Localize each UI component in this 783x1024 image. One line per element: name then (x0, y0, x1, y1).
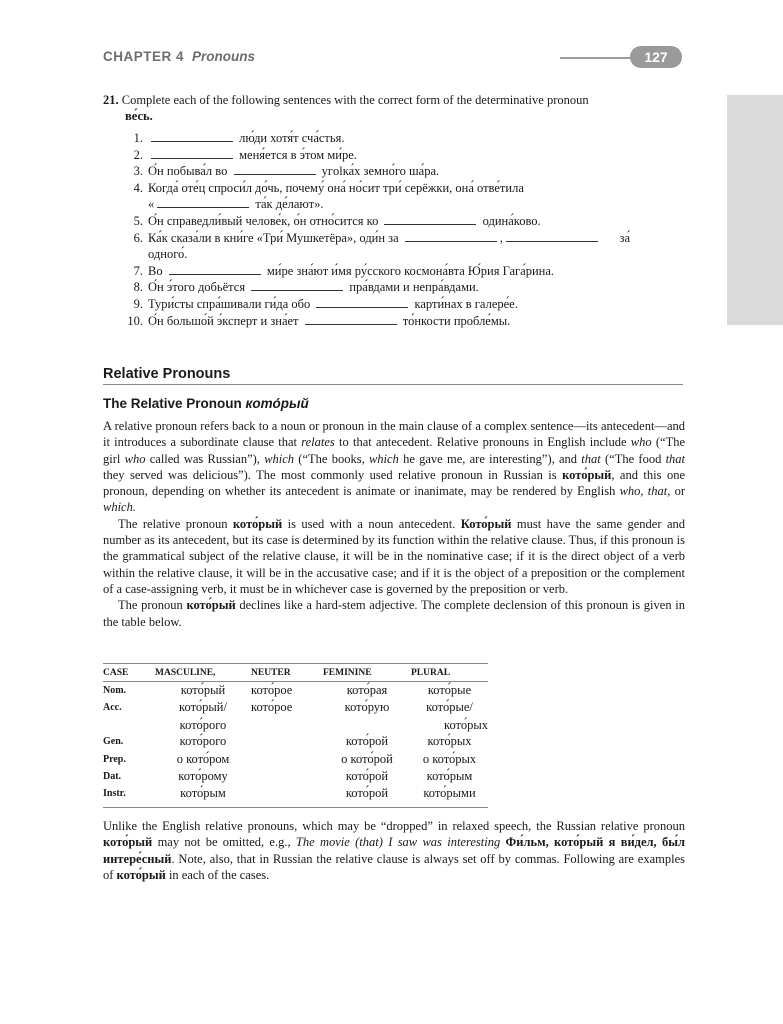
fill-blank[interactable] (316, 297, 408, 308)
body-text (103, 418, 685, 630)
instruction-text: Complete each of the following sentences with the correct form of the determinative pronoun (121, 93, 589, 107)
exercise-item: 7. Во ми́ре зна́ют и́мя ру́сского космона́вта Ю́рия Гага́рина. (133, 263, 555, 278)
running-head (103, 49, 255, 64)
paragraph-3: The pronoun кото́рый declines like a hard-stem adjective. The complete declension of this pronoun is given in the table below. (103, 598, 685, 629)
fill-blank[interactable] (506, 231, 598, 242)
page-number-badge: 127 (630, 46, 682, 68)
table-header: FEMININE (323, 664, 411, 682)
fill-blank[interactable] (151, 148, 233, 159)
table-header-row (103, 664, 488, 682)
table-header: CASE (103, 664, 155, 682)
exercise-item: 6. Ка́к сказа́ли в кни́ге «Три́ Мушкетёра», оди́н за , за́ (133, 230, 630, 245)
fill-blank[interactable] (305, 314, 397, 325)
fill-blank[interactable] (234, 164, 316, 175)
exercise-item: 4. Когда́ оте́ц спроси́л до́чь, почему́ она́ но́сит три́ серёжки, она́ отве́тила (133, 180, 524, 195)
target-pronoun: ве́сь. (125, 109, 153, 123)
exercise-item: 5. О́н справедли́вый челове́к, о́н отно́сится ко одина́ково. (133, 213, 541, 228)
table-row: Dat. кото́рому кото́рой кото́рым (103, 769, 473, 784)
declension-table (103, 663, 488, 808)
table-row: Acc. кото́рый/ кото́рое кото́рую кото́рые/ (103, 700, 473, 715)
fill-blank[interactable] (151, 131, 233, 142)
table-header: MASCULINE, (155, 664, 251, 682)
chapter-title: Pronouns (192, 49, 256, 64)
exercise-item: 1. лю́ди хотя́т сча́стья. (133, 131, 345, 145)
subsection-title: The Relative Pronoun кото́рый (103, 396, 309, 411)
fill-blank[interactable] (251, 280, 343, 291)
section-title: Relative Pronouns (103, 366, 683, 385)
paragraph-2: The relative pronoun кото́рый is used with a noun antecedent. Кото́рый must have the same gender and number as its antecedent, but its case is determined by its function within the relative clause. Thus, if this pronoun is the grammatical subject of the relative clause, it will be in the nominative case; if it is the direct object of a verb within the relative clause, it will be in the accusative case; and if it is the object of a preposition or the complement of a case-assigning verb, it must be in whichever case is governed by the preposition or verb. (103, 516, 685, 596)
exercise-21 (103, 92, 685, 329)
table-row: кото́рого кото́рых (179, 717, 488, 732)
table-row: Instr. кото́рым кото́рой кото́рыми (103, 786, 476, 801)
exercise-item: 3. О́н побыва́л во угolка́х земно́го ша́ра. (133, 164, 440, 179)
side-thumb-tab (727, 95, 783, 325)
exercise-item: 8. О́н э́того добьётся пра́вдами и непра́вдами. (133, 280, 479, 295)
exercise-item: 2. меня́ется в э́том ми́ре. (133, 147, 357, 162)
chapter-label: CHAPTER 4 (103, 49, 185, 64)
fill-blank[interactable] (405, 231, 497, 242)
fill-blank[interactable] (157, 197, 249, 208)
exercise-item-continued: « та́к де́лают». (148, 197, 324, 212)
paragraph-4: Unlike the English relative pronouns, which may be “dropped” in relaxed speech, the Russian relative pronoun кото́рый may not be omitted, e.g., The movie (that) I saw was interesting Фи́льм, кото́рый я ви́дел, бы́л интере́сный. Note, also, that in Russian the relative clause is always set off by commas. Following are examples of кото́рый in each of the cases. (103, 819, 686, 882)
exercise-number: 21. (103, 93, 119, 107)
exercise-item: 10. О́н большо́й э́ксперт и зна́ет то́нкости пробле́мы. (127, 313, 511, 328)
table-row: Gen. кото́рого кото́рой кото́рых (103, 734, 472, 749)
exercise-item: 9. Тури́сты спра́шивали ги́да обо карти́нах в галере́е. (133, 296, 518, 311)
header-rule (560, 57, 635, 59)
fill-blank[interactable] (169, 264, 261, 275)
paragraph-1: A relative pronoun refers back to a noun or pronoun in the main clause of a complex sentence—its antecedent—and it introduces a subordinate clause that relates to that antecedent. Relative pronouns in English include who (“The girl who called was Russian”), which (“The books, which he gave me, are interesting”), and that (“The food that they served was delicious”). The most commonly used relative pronoun in Russian is кото́рый, and this one pronoun, depending on whether its antecedent is animate or inanimate, may be rendered by English who, that, or which. (103, 419, 686, 515)
table-header: NEUTER (251, 664, 323, 682)
exercise-item-continued: одного́. (148, 247, 188, 262)
exercise-instruction (103, 92, 685, 124)
table-header: PLURAL (411, 664, 488, 682)
table-row: Prep. о кото́ром о кото́рой о кото́рых (103, 751, 477, 766)
fill-blank[interactable] (384, 214, 476, 225)
table-row: Nom. кото́рый кото́рое кото́рая кото́рые (103, 683, 472, 697)
exercise-items (103, 130, 685, 329)
